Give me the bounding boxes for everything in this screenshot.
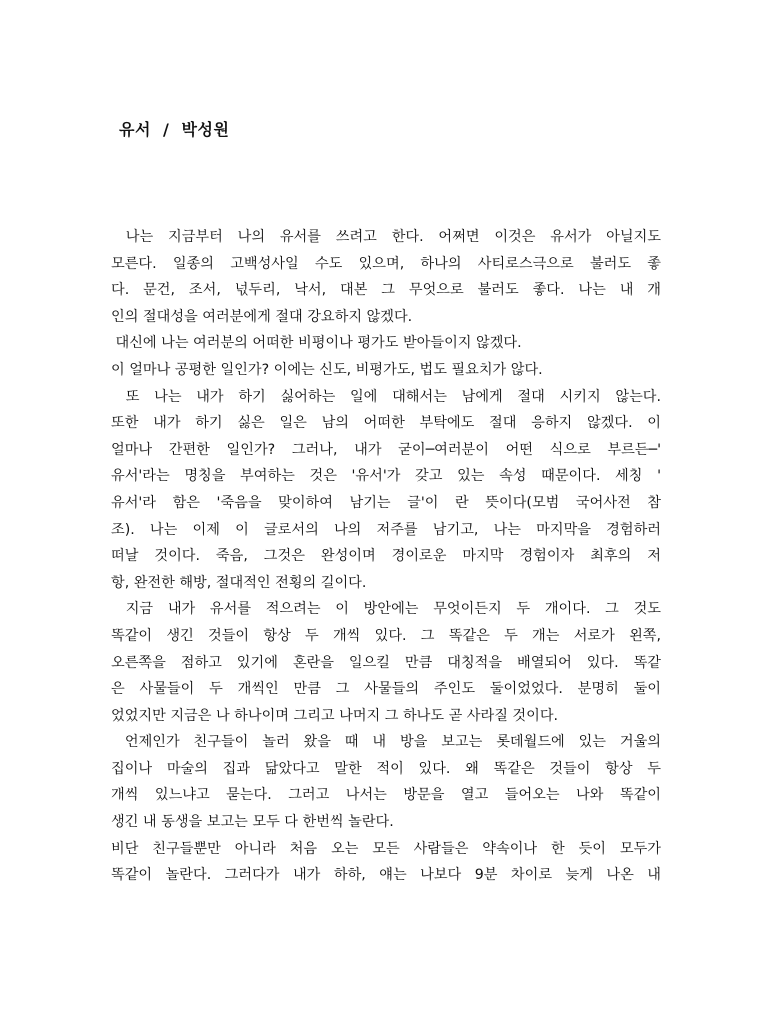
text-line: 언제인가 친구들이 놀러 왔을 때 내 방을 보고는 롯데월드에 있는 거울의 — [111, 734, 661, 751]
text-line: 나는 지금부터 나의 유서를 쓰려고 한다. 어쩌면 이것은 유서가 아닐지도 — [111, 229, 661, 245]
text-line: 대신에 나는 여러분의 어떠한 비평이나 평가도 받아들이지 않겠다. — [111, 335, 522, 352]
text-line: 또 나는 내가 하기 싫어하는 일에 대해서는 남에게 절대 시키지 않는다. — [111, 388, 661, 405]
text-line: 똑같이 놀란다. 그러다가 내가 하하, 얘는 나보다 9분 차이로 늦게 나온 내 — [111, 867, 661, 884]
text-line: 유서'라는 명칭을 부여하는 것은 '유서'가 갖고 있는 속성 때문이다. 세칭 ' — [111, 468, 661, 485]
text-line: 인의 절대성을 여러분에게 절대 강요하지 않겠다. — [111, 308, 413, 325]
text-line: 은 사물들이 두 개씩인 만큼 그 사물들의 주인도 둘이었었다. 분명히 둘이 — [111, 681, 661, 698]
document-body — [111, 224, 661, 889]
text-line: 얼마나 간편한 일인가? 그러나, 내가 굳이─여러분이 어떤 식으로 부르든─' — [111, 441, 661, 458]
text-line: 집이나 마술의 집과 닮았다고 말한 적이 있다. 왜 똑같은 것들이 항상 두 — [111, 760, 661, 777]
text-line: 생긴 내 동생을 보고는 모두 다 한번씩 놀란다. — [111, 814, 394, 831]
text-line: 다. 문건, 조서, 넋두리, 낙서, 대본 그 무엇으로 불러도 좋다. 나는 내 개 — [111, 282, 661, 299]
text-line: 지금 내가 유서를 적으려는 이 방안에는 무엇이든지 두 개이다. 그 것도 — [111, 601, 661, 618]
text-line: 비단 친구들뿐만 아니라 처음 오는 모든 사람들은 약속이나 한 듯이 모두가 — [111, 840, 661, 857]
text-line: 조). 나는 이제 이 글로서의 나의 저주를 남기고, 나는 마지막을 경험하러 — [111, 521, 661, 538]
text-line: 모른다. 일종의 고백성사일 수도 있으며, 하나의 사티로스극으로 불러도 좋 — [111, 255, 661, 272]
text-line: 똑같이 생긴 것들이 항상 두 개씩 있다. 그 똑같은 두 개는 서로가 왼쪽, — [111, 627, 661, 644]
text-line: 또한 내가 하기 싫은 일은 남의 어떠한 부탁에도 절대 응하지 않겠다. 이 — [111, 415, 661, 432]
text-line: 이 얼마나 공평한 일인가? 이에는 신도, 비평가도, 법도 필요치가 않다. — [111, 361, 543, 378]
text-line: 떠날 것이다. 죽음, 그것은 완성이며 경이로운 마지막 경험이자 최후의 저 — [111, 548, 661, 565]
text-line: 었었지만 지금은 나 하나이며 그리고 나머지 그 하나도 곧 사라질 것이다. — [111, 707, 559, 724]
text-line: 유서'라 함은 '죽음을 맞이하여 남기는 글'이 란 뜻이다(모범 국어사전 참 — [111, 494, 661, 511]
document-title: 유서 / 박성원 — [119, 120, 230, 139]
text-line: 개씩 있느냐고 묻는다. 그러고 나서는 방문을 열고 들어오는 나와 똑같이 — [111, 787, 661, 804]
text-line: 항, 완전한 해방, 절대적인 전횡의 길이다. — [111, 574, 367, 591]
text-line: 오른쪽을 점하고 있기에 혼란을 일으킬 만큼 대칭적을 배열되어 있다. 똑같 — [111, 654, 661, 671]
